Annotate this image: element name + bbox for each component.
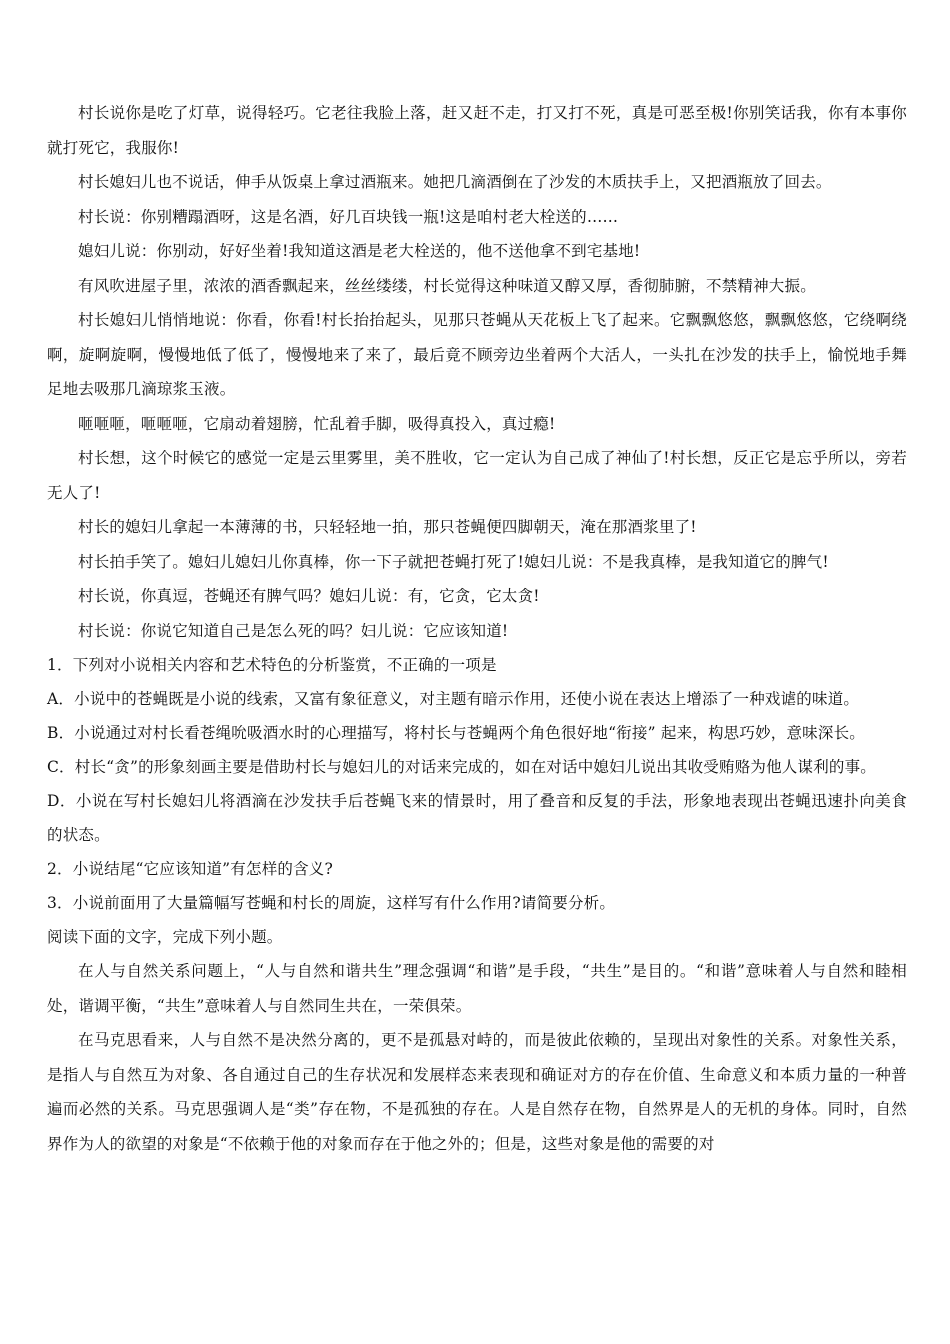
option-c: C．村长“贪”的形象刻画主要是借助村长与媳妇儿的对话来完成的，如在对话中媳妇儿说出其收受贿赂为他人谋利的事。 xyxy=(47,758,877,776)
option-a: A．小说中的苍蝇既是小说的线索，又富有象征意义，对主题有暗示作用，还使小说在表达上增添了一种戏谑的味道。 xyxy=(47,690,860,708)
story-paragraph: 村长拍手笑了。媳妇儿媳妇儿你真棒，你一下子就把苍蝇打死了!媳妇儿说：不是我真棒，是我知道它的脾气! xyxy=(78,552,829,571)
story-paragraph: 村长说你是吃了灯草，说得轻巧。它老往我脸上落，赶又赶不走，打又打不死，真是可恶至极!你别笑话我，你有本事你就打死它，我服你! xyxy=(47,104,907,157)
question-3: 3．小说前面用了大量篇幅写苍蝇和村长的周旋，这样写有什么作用?请简要分析。 xyxy=(47,894,616,912)
question-2: 2．小说结尾“它应该知道”有怎样的含义? xyxy=(47,860,334,878)
story-paragraph: 媳妇儿说：你别动，好好坐着!我知道这酒是老大栓送的，他不送他拿不到宅基地! xyxy=(78,242,641,260)
question-1: 1．下列对小说相关内容和艺术特色的分析鉴赏，不正确的一项是 xyxy=(47,656,497,674)
story-paragraph: 村长说：你说它知道自己是怎么死的吗？妇儿说：它应该知道! xyxy=(78,621,509,640)
story-paragraph: 村长说：你别糟蹋酒呀，这是名酒，好几百块钱一瓶!这是咱村老大栓送的…… xyxy=(78,207,619,226)
story-paragraph: 村长想，这个时候它的感觉一定是云里雾里，美不胜收，它一定认为自己成了神仙了!村长想，反正它是忘乎所以，旁若无人了! xyxy=(47,449,907,502)
reading-paragraph: 在人与自然关系问题上，“人与自然和谐共生”理念强调“和谐”是手段，“共生”是目的。“和谐”意味着人与自然和睦相处，谐调平衡，“共生”意味着人与自然同生共在，一荣俱荣。 xyxy=(47,962,907,1015)
story-paragraph: 村长媳妇儿悄悄地说：你看，你看!村长抬抬起头，见那只苍蝇从天花板上飞了起来。它飘飘悠悠，飘飘悠悠，它绕啊绕啊，旋啊旋啊，慢慢地低了低了，慢慢地来了来了，最后竟不顾旁边坐着两个大活人，一头扎在沙发的扶手上，愉悦地手舞足地去吸那几滴琼浆玉液。 xyxy=(47,311,907,398)
reading-instruction: 阅读下面的文字，完成下列小题。 xyxy=(47,928,283,946)
reading-passage-2 xyxy=(47,920,907,1161)
story-excerpt xyxy=(47,96,907,648)
option-b: B．小说通过对村长看苍绳吮吸酒水时的心理描写，将村长与苍蝇两个角色很好地“衔接” 起来，构思巧妙，意味深长。 xyxy=(47,724,865,742)
story-paragraph: 村长说，你真逗，苍蝇还有脾气吗？媳妇儿说：有，它贪，它太贪! xyxy=(78,587,540,605)
reading-paragraph: 在马克思看来，人与自然不是决然分离的，更不是孤悬对峙的，而是彼此依赖的，呈现出对象性的关系。对象性关系，是指人与自然互为对象、各自通过自己的生存状况和发展样态来表现和确证对方的存在价值、生命意义和本质力量的一种普遍而必然的关系。马克思强调人是“类”存在物，不是孤独的存在。人是自然存在物，自然界是人的无机的身体。同时，自然界作为人的欲望的对象是“不依赖于他的对象而存在于他之外的；但是，这些对象是他的需要的对 xyxy=(47,1031,907,1153)
story-paragraph: 村长的媳妇儿拿起一本薄薄的书，只轻轻地一拍，那只苍蝇便四脚朝天，淹在那酒浆里了! xyxy=(78,518,697,536)
option-d: D．小说在写村长媳妇儿将酒滴在沙发扶手后苍蝇飞来的情景时，用了叠音和反复的手法，形象地表现出苍蝇迅速扑向美食的状态。 xyxy=(47,792,907,844)
story-paragraph: 有风吹进屋子里，浓浓的酒香飘起来，丝丝缕缕，村长觉得这种味道又醇又厚，香彻肺腑，不禁精神大振。 xyxy=(78,276,816,295)
question-block xyxy=(47,648,907,920)
story-paragraph: 村长媳妇儿也不说话，伸手从饭桌上拿过酒瓶来。她把几滴酒倒在了沙发的木质扶手上，又把酒瓶放了回去。 xyxy=(78,173,832,191)
document-page xyxy=(47,96,907,1161)
story-paragraph: 咂咂咂，咂咂咂，它扇动着翅膀，忙乱着手脚，吸得真投入，真过瘾! xyxy=(78,414,556,433)
